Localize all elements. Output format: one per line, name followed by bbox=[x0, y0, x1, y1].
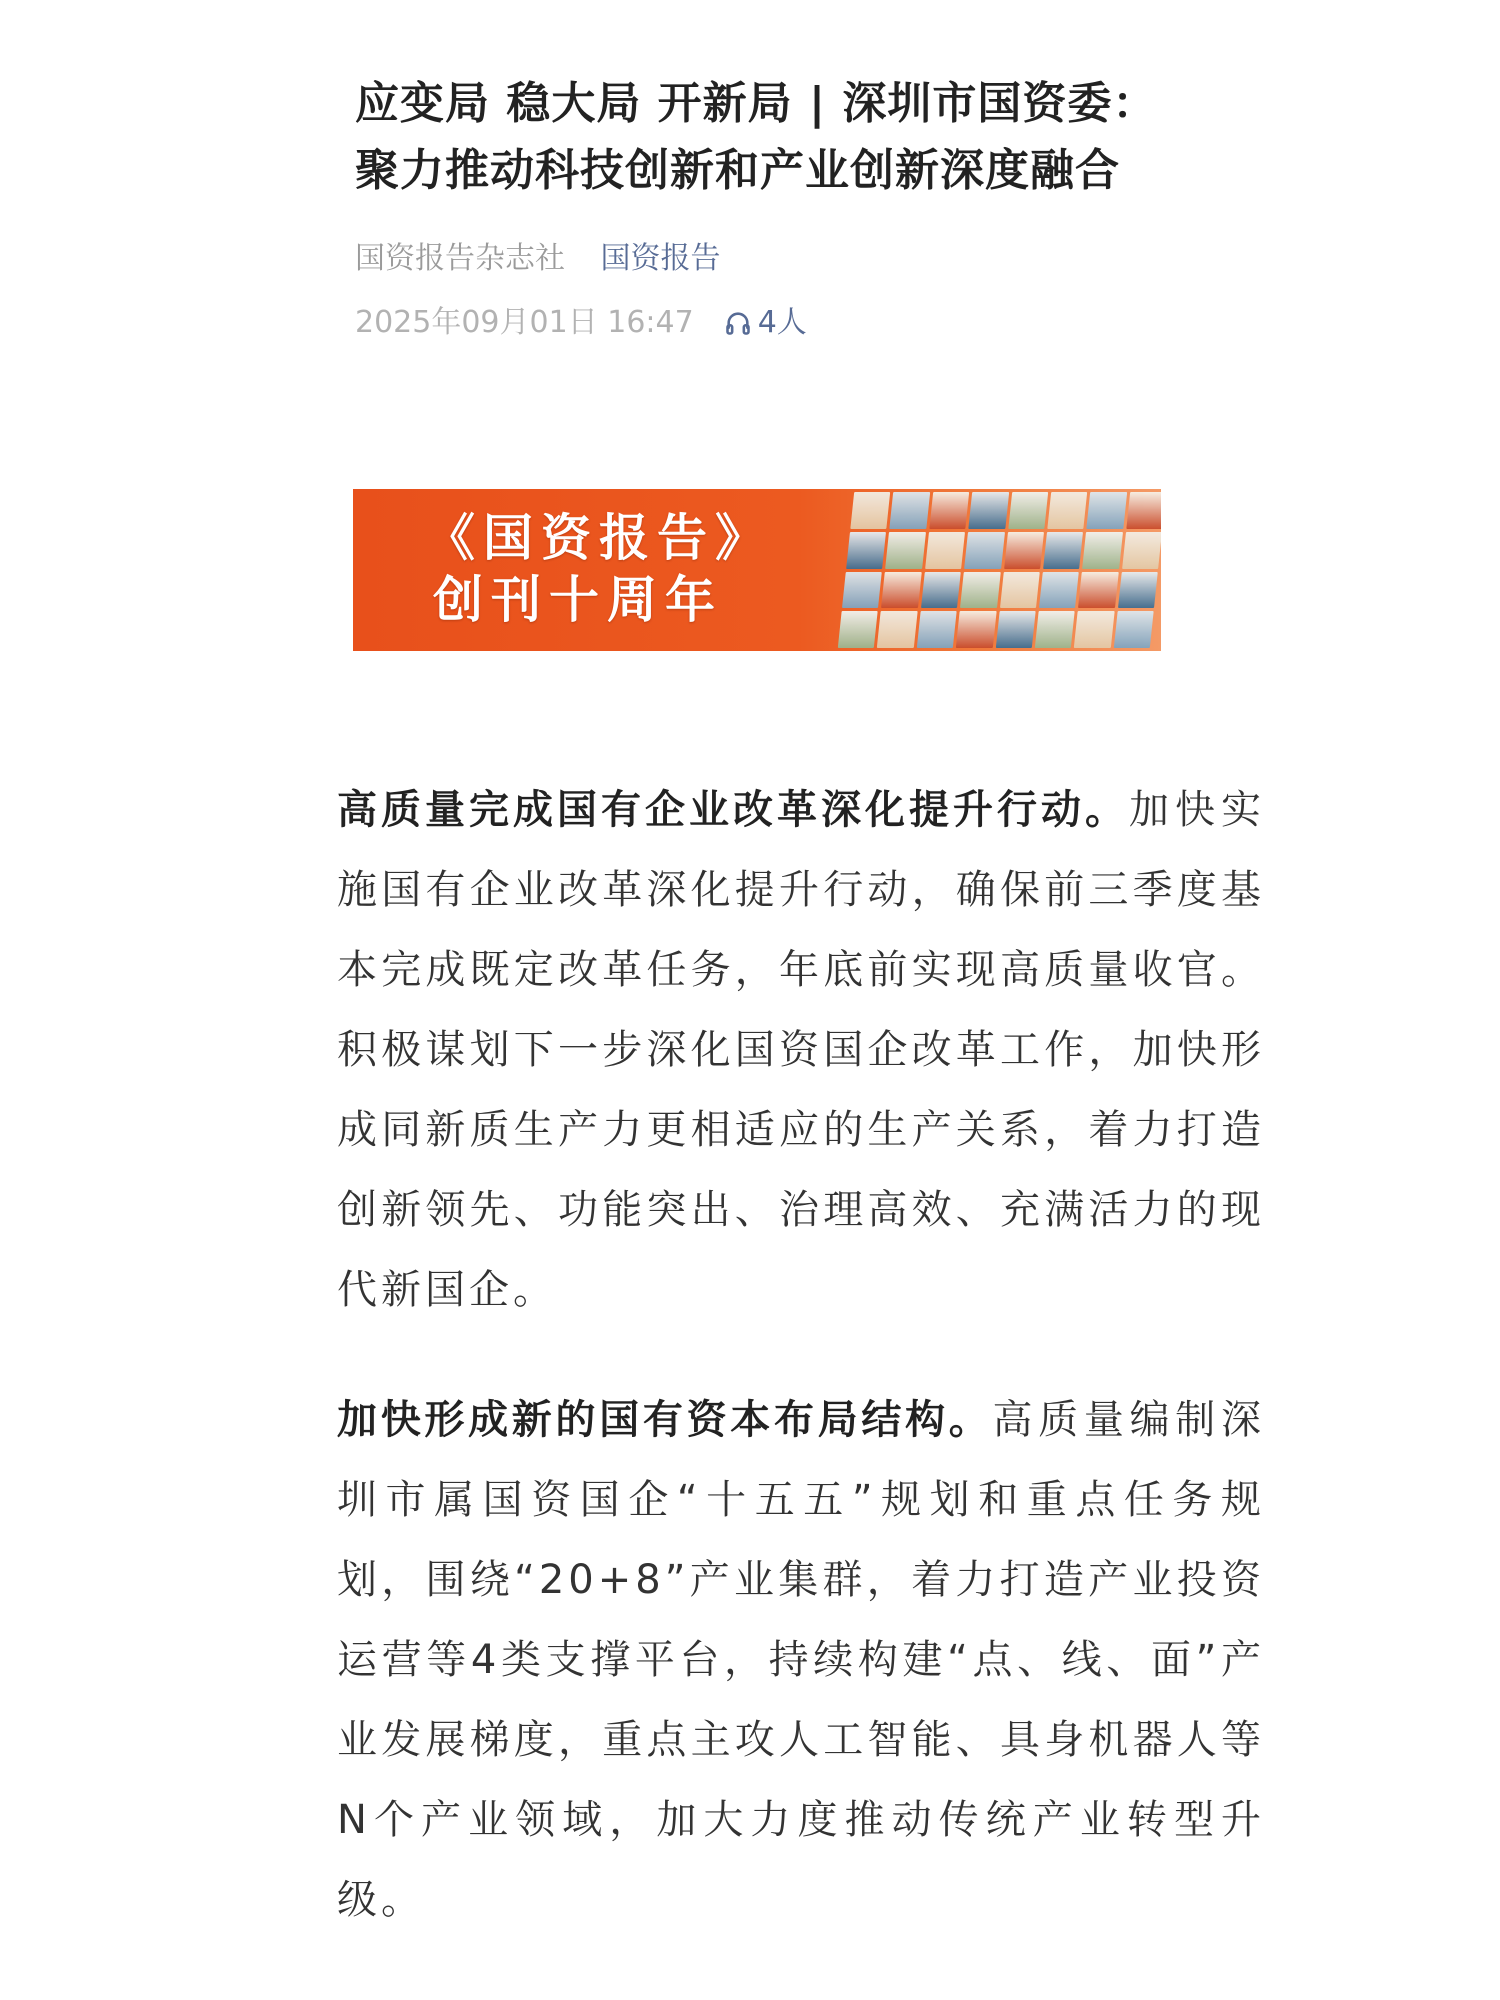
magazine-cover bbox=[1122, 532, 1161, 569]
magazine-cover bbox=[1039, 572, 1079, 609]
magazine-cover bbox=[921, 572, 961, 609]
paragraph-lead: 高质量完成国有企业改革深化提升行动。 bbox=[337, 787, 1129, 833]
author-name: 国资报告杂志社 bbox=[355, 241, 565, 276]
anniversary-banner[interactable] bbox=[353, 489, 1161, 651]
article-title: 应变局 稳大局 开新局 | 深圳市国资委：聚力推动科技创新和产业创新深度融合 bbox=[355, 78, 1158, 196]
magazine-covers-collage bbox=[834, 489, 1161, 651]
magazine-cover bbox=[1008, 492, 1048, 529]
paragraph-text: 加快实施国有企业改革深化提升行动，确保前三季度基本完成既定改革任务，年底前实现高质量收官。积极谋划下一步深化国资国企改革工作，加快形成同新质生产力更相适应的生产关系，着力打造创新领先、功能突出、治理高效、充满活力的现代新国企。 bbox=[337, 787, 1265, 1313]
magazine-cover bbox=[890, 492, 930, 529]
magazine-cover bbox=[881, 572, 921, 609]
magazine-cover bbox=[1035, 611, 1075, 648]
publish-time: 2025年09月01日 16:47 bbox=[355, 305, 694, 340]
magazine-cover bbox=[964, 532, 1004, 569]
magazine-cover bbox=[925, 532, 965, 569]
account-link[interactable]: 国资报告 bbox=[600, 241, 721, 276]
magazine-cover bbox=[838, 611, 878, 648]
paragraph-layout bbox=[337, 1380, 1265, 1940]
magazine-cover bbox=[1082, 532, 1122, 569]
banner-line-2: 创刊十周年 bbox=[433, 570, 723, 629]
byline bbox=[355, 239, 1175, 279]
magazine-cover bbox=[1043, 532, 1083, 569]
magazine-cover bbox=[929, 492, 969, 529]
magazine-cover bbox=[1078, 572, 1118, 609]
banner-text bbox=[425, 507, 773, 631]
headphones-icon bbox=[724, 309, 752, 337]
paragraph-lead: 加快形成新的国有资本布局结构。 bbox=[337, 1397, 993, 1443]
magazine-cover bbox=[968, 492, 1008, 529]
magazine-cover bbox=[1113, 611, 1153, 648]
magazine-cover bbox=[1074, 611, 1114, 648]
magazine-cover bbox=[846, 532, 886, 569]
magazine-cover bbox=[956, 611, 996, 648]
magazine-cover bbox=[1087, 492, 1127, 529]
listener-count: 4人 bbox=[757, 305, 807, 340]
article-body bbox=[337, 770, 1265, 1990]
magazine-cover bbox=[917, 611, 957, 648]
magazine-cover bbox=[999, 572, 1039, 609]
magazine-cover bbox=[842, 572, 882, 609]
banner-line-1: 《国资报告》 bbox=[425, 508, 773, 567]
magazine-cover bbox=[850, 492, 890, 529]
paragraph-text: 高质量编制深圳市属国资国企“十五五”规划和重点任务规划，围绕“20+8”产业集群，着力打造产业投资运营等4类支撑平台，持续构建“点、线、面”产业发展梯度，重点主攻人工智能、具身机器人等N个产业领域，加大力度推动传统产业转型升级。 bbox=[337, 1397, 1265, 1923]
magazine-cover bbox=[1047, 492, 1087, 529]
magazine-cover bbox=[886, 532, 926, 569]
magazine-cover bbox=[1004, 532, 1044, 569]
magazine-cover bbox=[1126, 492, 1161, 529]
magazine-cover bbox=[995, 611, 1035, 648]
publish-info bbox=[355, 303, 1175, 343]
article-header bbox=[355, 70, 1175, 343]
magazine-cover bbox=[877, 611, 917, 648]
magazine-cover bbox=[1118, 572, 1158, 609]
listen-button[interactable] bbox=[724, 303, 807, 343]
paragraph-reform bbox=[337, 770, 1265, 1330]
magazine-cover bbox=[960, 572, 1000, 609]
